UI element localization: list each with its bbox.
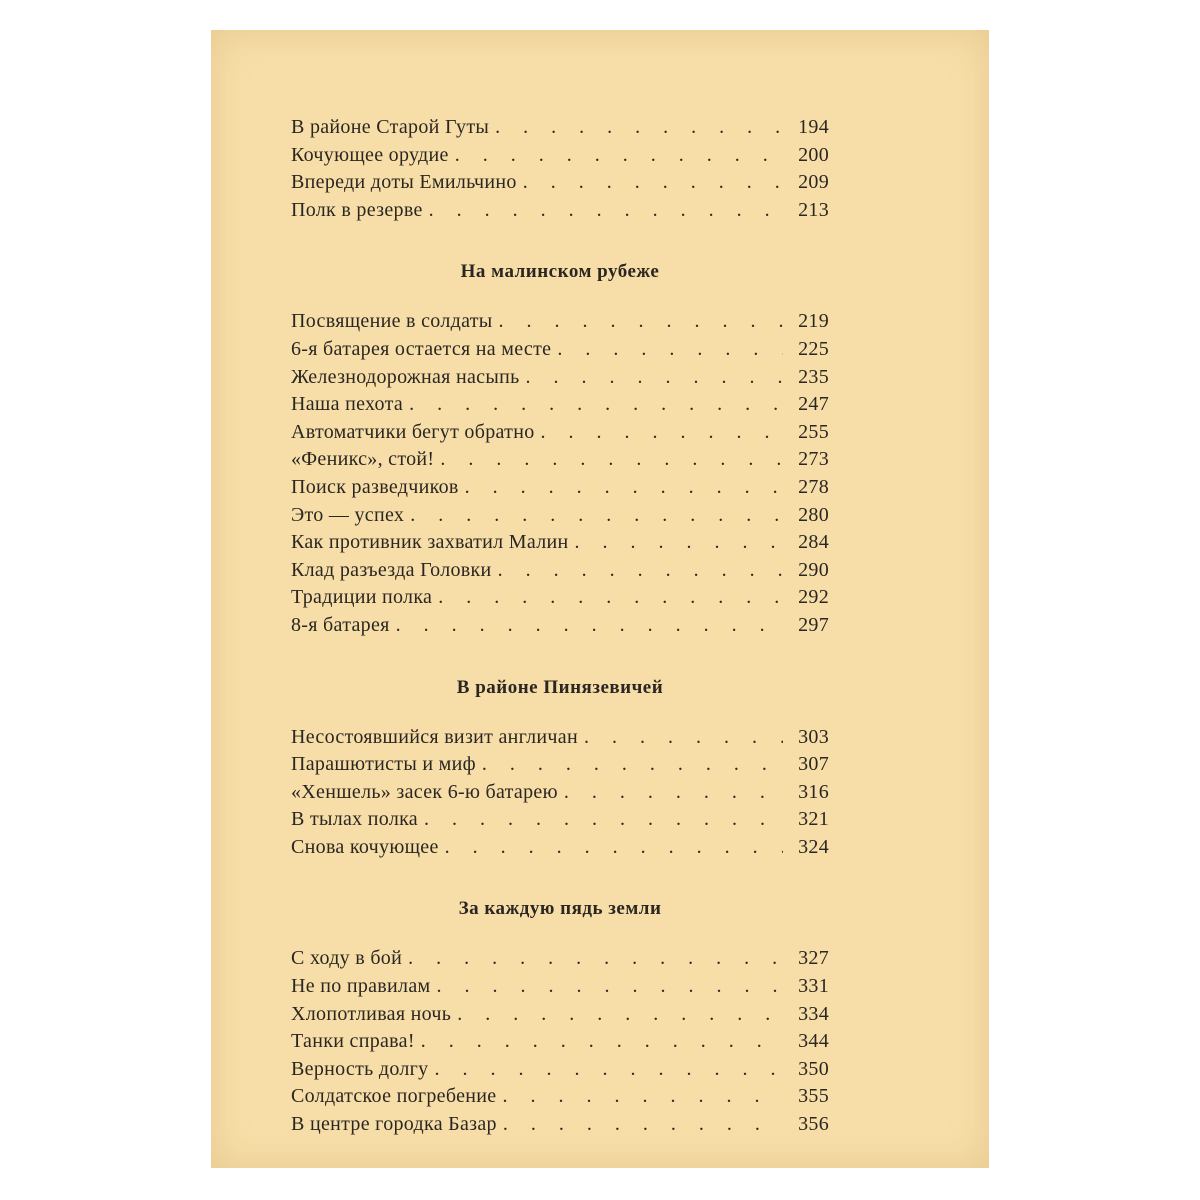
dot-leader (541, 419, 784, 447)
dot-leader (465, 474, 783, 502)
entry-title: Хлопотливая ночь (291, 1002, 452, 1025)
entry-page-number: 303 (798, 725, 829, 748)
toc-entry (291, 973, 829, 1001)
entry-page-number: 200 (798, 143, 829, 166)
dot-leader (455, 142, 783, 170)
entry-page-number: 324 (798, 835, 829, 858)
dot-leader (526, 364, 783, 392)
entry-title: 8-я батарея (291, 613, 390, 636)
toc-entry (291, 584, 829, 612)
dot-leader (498, 557, 783, 585)
toc-entry (291, 557, 829, 585)
entry-title: В тылах полка (291, 808, 418, 831)
entry-title: Как противник захватил Малин (291, 531, 569, 554)
toc-entry (291, 474, 829, 502)
entry-page-number: 334 (798, 1002, 829, 1025)
entry-title: Поиск разведчиков (291, 475, 459, 498)
section-heading: На малинском рубеже (460, 261, 660, 283)
toc-entry (291, 1056, 829, 1084)
entry-page-number: 280 (798, 503, 829, 526)
entry-title: Парашютисты и миф (291, 753, 476, 776)
toc-entry (291, 391, 829, 419)
entry-title: Железнодорожная насыпь (291, 365, 520, 388)
entry-title: В центре городка Базар (291, 1113, 497, 1136)
entry-page-number: 209 (798, 171, 829, 194)
toc-entry (291, 724, 829, 752)
dot-leader (424, 806, 783, 834)
dot-leader (503, 1111, 783, 1139)
toc-entry (291, 1111, 829, 1139)
toc-entry (291, 142, 829, 170)
entry-title: Традиции полка (291, 586, 433, 609)
toc-section (291, 258, 829, 639)
dot-leader (495, 114, 783, 142)
section-heading: В районе Пинязевичей (456, 676, 664, 698)
entry-title: «Хеншель» засек 6-ю батарею (291, 780, 558, 803)
toc-entry (291, 169, 829, 197)
entry-page-number: 316 (798, 780, 829, 803)
toc-entry (291, 1028, 829, 1056)
dot-leader (396, 612, 783, 640)
dot-leader (421, 1028, 783, 1056)
entry-title: В районе Старой Гуты (291, 116, 490, 138)
entry-page-number: 219 (798, 310, 829, 333)
entry-page-number: 278 (798, 475, 829, 498)
entry-page-number: 255 (798, 420, 829, 443)
dot-leader (584, 724, 783, 752)
toc-entry (291, 834, 829, 862)
toc-entry (291, 945, 829, 973)
entry-page-number: 344 (798, 1030, 829, 1053)
entry-page-number: 235 (798, 365, 829, 388)
toc-entry (291, 612, 829, 640)
entry-title: Солдатское погребение (291, 1085, 497, 1108)
entry-page-number: 356 (798, 1113, 829, 1136)
toc-entry (291, 806, 829, 834)
dot-leader (557, 336, 783, 364)
entry-page-number: 290 (798, 558, 829, 581)
entry-page-number: 327 (798, 947, 829, 970)
entry-page-number: 307 (798, 753, 829, 776)
entry-page-number: 225 (798, 337, 829, 360)
dot-leader (410, 502, 783, 530)
dot-leader (434, 1056, 783, 1084)
entry-page-number: 194 (798, 116, 829, 138)
entry-title: Автоматчики бегут обратно (291, 420, 535, 443)
entry-title: Полк в резерве (291, 198, 423, 221)
entry-title: Не по правилам (291, 975, 431, 998)
entry-title: Снова кочующее (291, 835, 439, 858)
entry-title: Клад разъезда Головки (291, 558, 492, 581)
toc-entry (291, 529, 829, 557)
entry-title: 6-я батарея остается на месте (291, 337, 552, 360)
entry-page-number: 331 (798, 975, 829, 998)
toc-section (291, 895, 829, 1138)
toc-entry (291, 1083, 829, 1111)
entry-page-number: 213 (798, 198, 829, 221)
dot-leader (429, 197, 783, 225)
entry-title: Несостоявшийся визит англичан (291, 725, 578, 748)
dot-leader (523, 169, 783, 197)
entry-page-number: 297 (798, 613, 829, 636)
dot-leader (436, 973, 783, 1001)
entry-page-number: 292 (798, 586, 829, 609)
dot-leader (457, 1001, 783, 1029)
dot-leader (408, 945, 783, 973)
entry-page-number: 350 (798, 1057, 829, 1080)
section-heading: За каждую пядь земли (458, 898, 662, 920)
dot-leader (445, 834, 783, 862)
toc-entry (291, 114, 829, 142)
dot-leader (482, 751, 783, 779)
toc-entry (291, 336, 829, 364)
dot-leader (574, 529, 783, 557)
entry-page-number: 321 (798, 808, 829, 831)
entry-title: С ходу в бой (291, 947, 403, 970)
dot-leader (440, 446, 783, 474)
entry-title: «Феникс», стой! (291, 448, 435, 471)
entry-title: Впереди доты Емильчино (291, 171, 517, 194)
entry-title: Посвящение в солдаты (291, 310, 493, 333)
entry-page-number: 355 (798, 1085, 829, 1108)
dot-leader (499, 308, 783, 336)
dot-leader (564, 779, 783, 807)
toc-entry (291, 364, 829, 392)
entry-title: Верность долгу (291, 1057, 429, 1080)
entry-page-number: 284 (798, 531, 829, 554)
dot-leader (409, 391, 783, 419)
entry-page-number: 273 (798, 448, 829, 471)
toc-entry (291, 446, 829, 474)
dot-leader (502, 1083, 783, 1111)
book-page (211, 30, 989, 1168)
toc-section (291, 114, 829, 224)
toc-entry (291, 779, 829, 807)
toc-section (291, 674, 829, 862)
table-of-contents (291, 114, 829, 1139)
entry-title: Танки справа! (291, 1030, 415, 1053)
entry-page-number: 247 (798, 393, 829, 416)
toc-entry (291, 308, 829, 336)
toc-entry (291, 751, 829, 779)
entry-title: Наша пехота (291, 393, 404, 416)
toc-entry (291, 197, 829, 225)
toc-entry (291, 419, 829, 447)
entry-title: Кочующее орудие (291, 143, 449, 166)
dot-leader (438, 584, 783, 612)
entry-title: Это — успех (291, 503, 405, 526)
toc-entry (291, 502, 829, 530)
toc-entry (291, 1001, 829, 1029)
